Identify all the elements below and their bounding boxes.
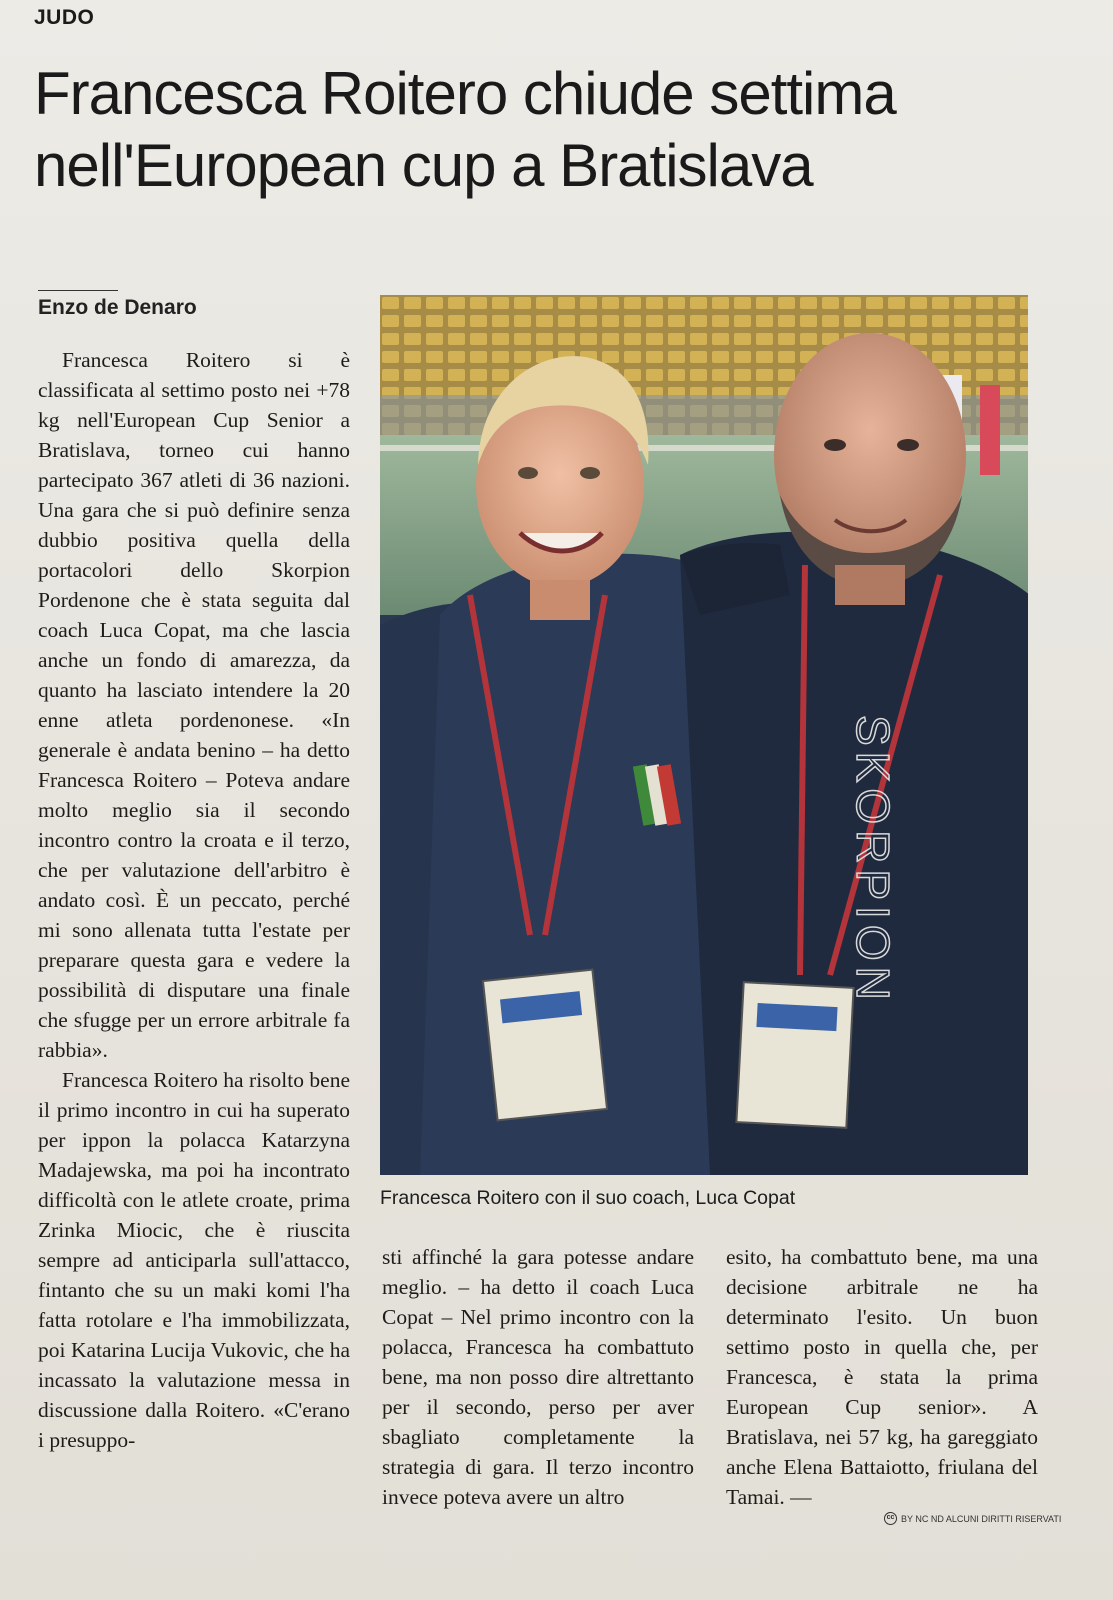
rights-footer <box>884 1512 1061 1525</box>
paragraph-1: Francesca Roitero si è classificata al settimo posto nei +78 kg nell'European Cup Senior a Bratislava, torneo cui hanno partecipato 367 atleti di 36 nazioni. Una gara che si può definire senza dubbio positiva quella della portacolori dello Skorpion Pordenone che è stata seguita dal coach Luca Copat, ma che lascia anche un fondo di amarezza, da quanto ha lasciato intendere la 20 enne atleta pordenonese. «In generale è andata benino – ha detto Francesca Roitero – Poteva andare molto meglio sia il secondo incontro contro la croata e il terzo, che per valutazione dell'arbitro è andato così. È un peccato, perché mi sono allenata tutta l'estate per preparare questa gara e vedere la possibilità di disputare una finale che sfugge per un errore arbitrale fa rabbia». <box>38 348 350 1062</box>
article-column-1 <box>38 345 350 1535</box>
paragraph-3: sti affinché la gara potesse andare meglio. – ha detto il coach Luca Copat – Nel primo incontro con la polacca, Francesca ha combattuto bene, ma non posso dire altrettanto per il secondo, perso per aver sbagliato completamente la strategia di gara. Il terzo incontro invece poteva avere un altro <box>382 1245 694 1509</box>
headline <box>34 58 1074 202</box>
section-tag: JUDO <box>34 6 95 29</box>
headline-line-2: nell'European cup a Bratislava <box>34 132 813 199</box>
photo-illustration <box>380 295 1028 1175</box>
article-photo <box>380 295 1028 1175</box>
byline: Enzo de Denaro <box>38 296 197 319</box>
paragraph-2: Francesca Roitero ha risolto bene il primo incontro in cui ha superato per ippon la polacca Katarzyna Madajewska, ma poi ha incontrato difficoltà con le atlete croate, prima Zrinka Miocic, che è riuscita sempre ad anticiparla sull'attacco, fintanto che su un maki komi l'ha fatta rotolare e l'ha immobilizzata, poi Katarina Lucija Vukovic, che ha incassato la valutazione messa in discussione dalla Roitero. «C'erano i presuppo- <box>38 1068 350 1452</box>
rights-text: BY NC ND ALCUNI DIRITTI RISERVATI <box>901 1513 1062 1524</box>
article-column-3 <box>726 1242 1038 1542</box>
paragraph-4: esito, ha combattuto bene, ma una decisione arbitrale ne ha determinato l'esito. Un buon settimo posto in quella che, per Francesca, è stata la prima European Cup senior». A Bratislava, nei 57 kg, ha gareggiato anche Elena Battaiotto, friulana del Tamai. — <box>726 1245 1038 1509</box>
article-column-2 <box>382 1242 694 1542</box>
byline-rule <box>38 290 118 291</box>
photo-caption: Francesca Roitero con il suo coach, Luca Copat <box>380 1187 796 1209</box>
shirt-logo-text: SKORPION <box>847 715 899 1006</box>
cc-icon: cc <box>884 1512 897 1525</box>
headline-line-1: Francesca Roitero chiude settima <box>34 60 896 127</box>
